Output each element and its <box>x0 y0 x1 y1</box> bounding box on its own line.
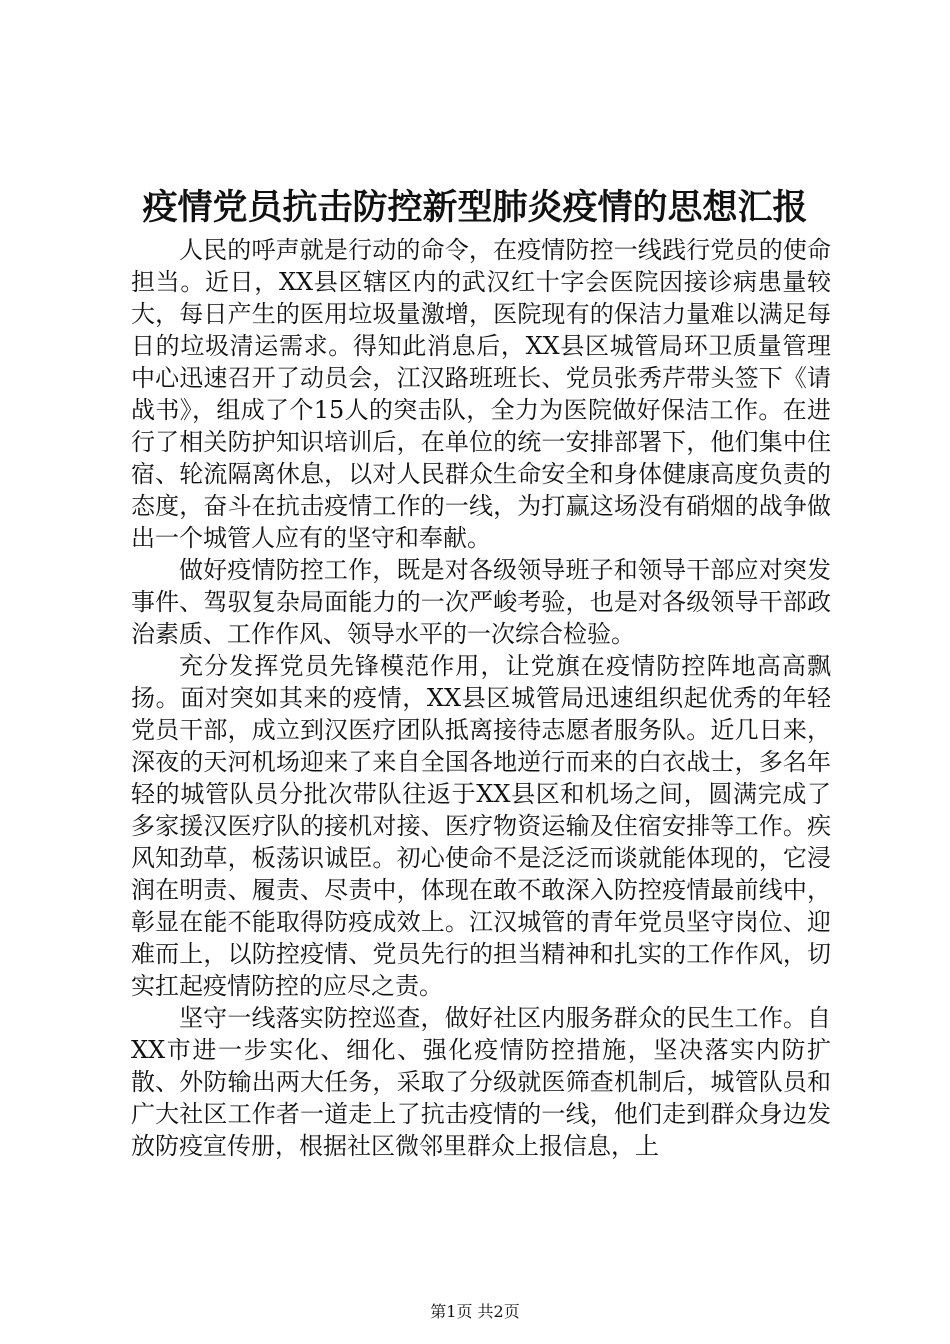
page-number-footer: 第1页 共2页 <box>430 1302 520 1321</box>
paragraph-3: 充分发挥党员先锋模范作用，让党旗在疫情防控阵地高高飘扬。面对突如其来的疫情，XX县区城管局迅速组织起优秀的年轻党员干部，成立到汉医疗团队抵离接待志愿者服务队。近几日来，深夜的天河机场迎来了来自全国各地逆行而来的白衣战士，多名年轻的城管队员分批次带队往返于XX县区和机场之间，圆满完成了多家援汉医疗队的接机对接、医疗物资运输及住宿安排等工作。疾风知劲草，板荡识诚臣。初心使命不是泛泛而谈就能体现的，它浸润在明责、履责、尽责中，体现在敢不敢深入防控疫情最前线中，彰显在能不能取得防疫成效上。江汉城管的青年党员坚守岗位、迎难而上，以防控疫情、党员先行的担当精神和扎实的工作作风，切实扛起疫情防控的应尽之责。 <box>131 652 831 1000</box>
paragraph-2: 做好疫情防控工作，既是对各级领导班子和领导干部应对突发事件、驾驭复杂局面能力的一次严峻考验，也是对各级领导干部政治素质、工作作风、领导水平的一次综合检验。 <box>131 556 831 648</box>
paragraph-1: 人民的呼声就是行动的命令，在疫情防控一线践行党员的使命担当。近日，XX县区辖区内的武汉红十字会医院因接诊病患量较大，每日产生的医用垃圾量激增，医院现有的保洁力量难以满足每日的垃圾清运需求。得知此消息后，XX县区城管局环卫质量管理中心迅速召开了动员会，江汉路班班长、党员张秀芹带头签下《请战书》，组成了个15人的突击队，全力为医院做好保洁工作。在进行了相关防护知识培训后，在单位的统一安排部署下，他们集中住宿、轮流隔离休息，以对人民群众生命安全和身体健康高度负责的态度，奋斗在抗击疫情工作的一线，为打赢这场没有硝烟的战争做出一个城管人应有的坚守和奉献。 <box>131 236 831 552</box>
document-title: 疫情党员抗击防控新型肺炎疫情的思想汇报 <box>142 187 808 228</box>
paragraph-4: 坚守一线落实防控巡查，做好社区内服务群众的民生工作。自XX市进一步实化、细化、强化疫情防控措施，坚决落实内防扩散、外防输出两大任务，采取了分级就医筛查机制后，城管队员和广大社区工作者一道走上了抗击疫情的一线，他们走到群众身边发放防疫宣传册，根据社区微邻里群众上报信息，上 <box>131 1004 831 1160</box>
document-body <box>131 234 831 1162</box>
